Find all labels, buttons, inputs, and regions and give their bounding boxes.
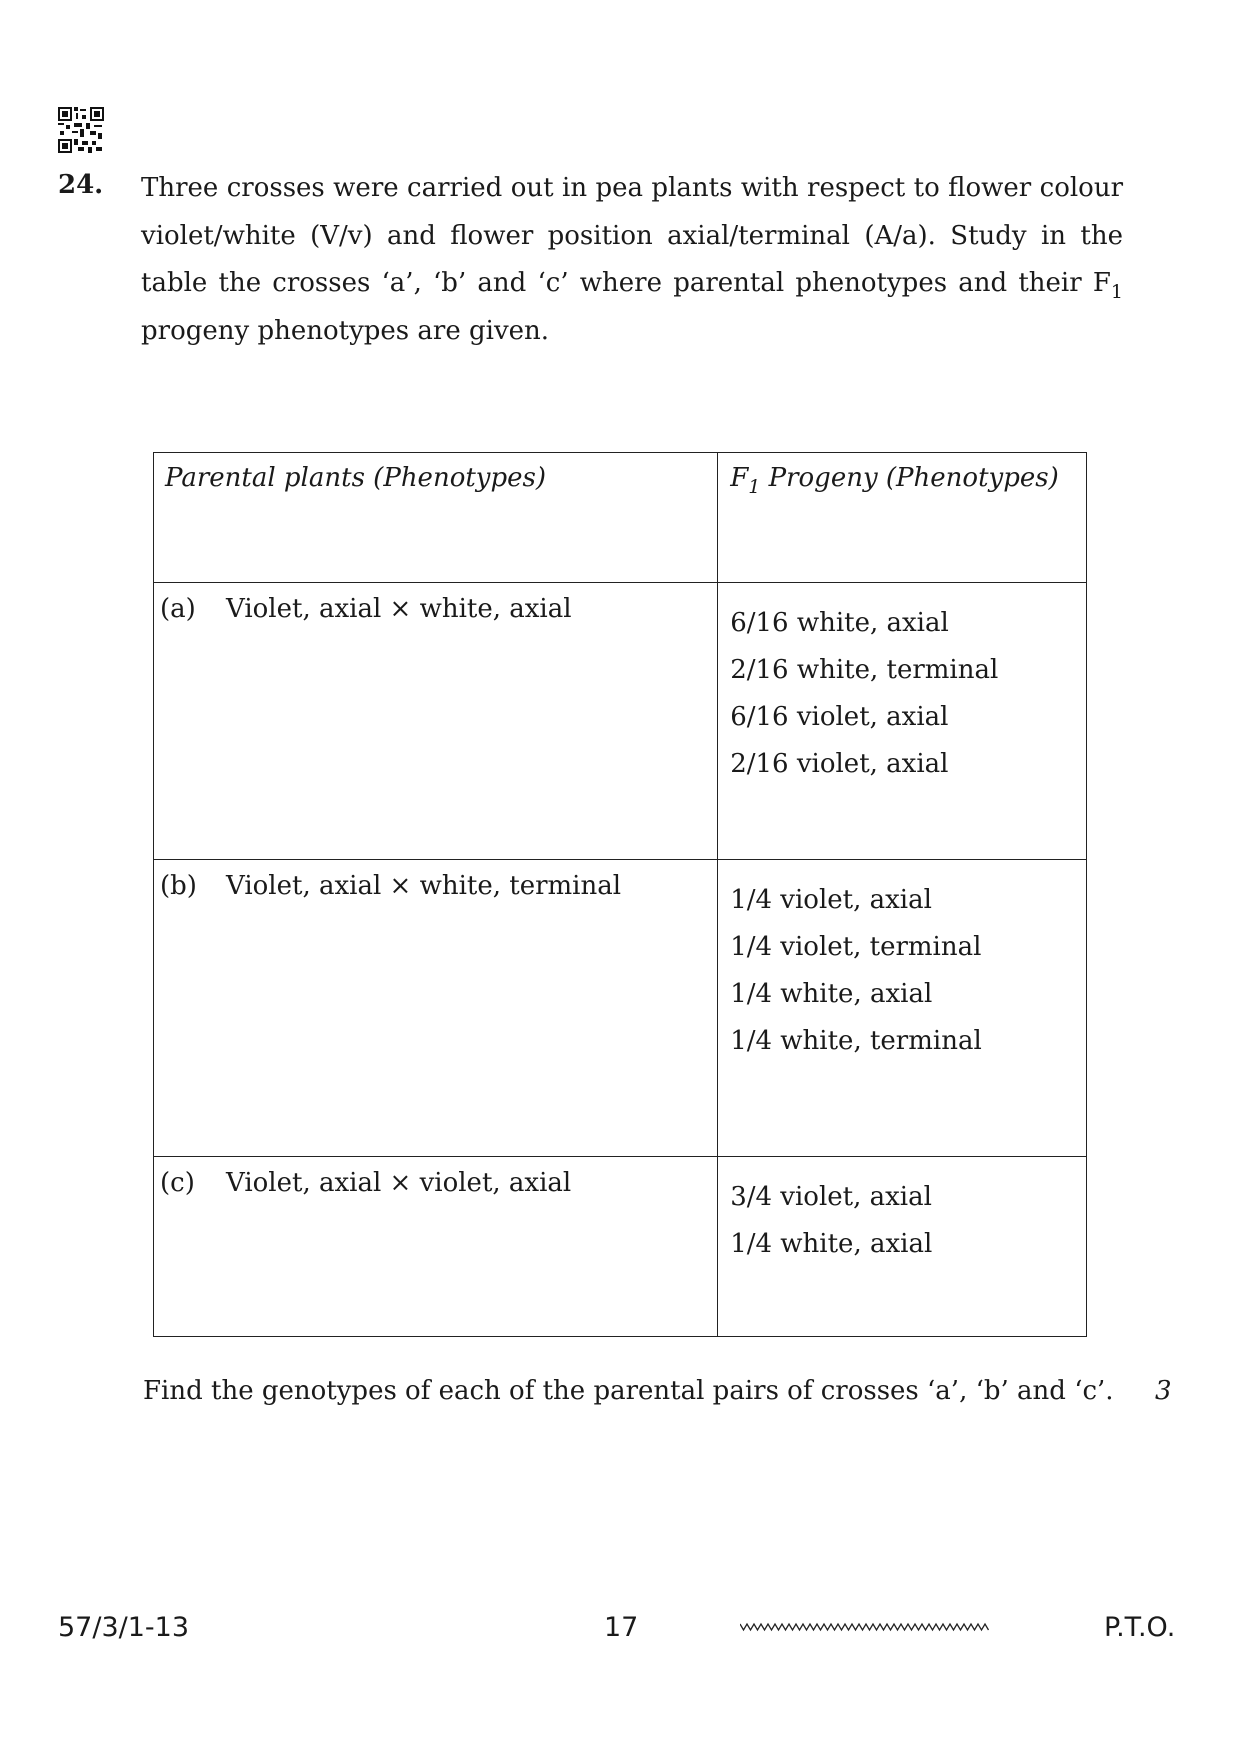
marks-value: 3 — [1155, 1376, 1172, 1406]
cross-c — [154, 1157, 717, 1198]
cross-parents: Violet, axial × white, terminal — [226, 871, 622, 901]
header-progeny-f: F — [730, 463, 749, 493]
footer-pto: P.T.O. — [1104, 1612, 1176, 1643]
cross-label: (b) — [160, 871, 197, 901]
header-parental: Parental plants (Phenotypes) — [165, 463, 546, 493]
footer-page-number: 17 — [604, 1612, 639, 1643]
header-progeny-rest: Progeny (Phenotypes) — [760, 463, 1059, 493]
qr-code — [58, 107, 104, 153]
progeny-item: 2/16 violet, axial — [730, 749, 949, 779]
cross-a — [154, 583, 717, 624]
table-row-c — [154, 1157, 1087, 1337]
question-number: 24. — [58, 170, 104, 200]
progeny-item: 1/4 white, axial — [730, 979, 933, 1009]
progeny-c — [718, 1157, 1086, 1268]
footer-paper-code: 57/3/1-13 — [58, 1612, 190, 1643]
header-progeny-sub: 1 — [748, 476, 761, 498]
cross-parents: Violet, axial × white, axial — [226, 594, 572, 624]
progeny-item: 1/4 white, terminal — [730, 1026, 982, 1056]
question-line-3-text: table the crosses ‘a’, ‘b’ and ‘c’ where parental phenotypes and their F — [141, 268, 1111, 298]
progeny-item: 6/16 violet, axial — [730, 702, 949, 732]
question-text — [141, 165, 1123, 355]
question-line-3 — [141, 260, 1123, 308]
cross-parents: Violet, axial × violet, axial — [226, 1168, 572, 1198]
progeny-item: 6/16 white, axial — [730, 608, 949, 638]
cross-label: (c) — [160, 1168, 195, 1198]
progeny-b — [718, 860, 1086, 1065]
question-line-2: violet/white (V/v) and flower position axial/terminal (A/a). Study in the — [141, 220, 1123, 251]
question-line-4: progeny phenotypes are given. — [141, 315, 550, 346]
progeny-item: 1/4 white, axial — [730, 1229, 933, 1259]
progeny-a — [718, 583, 1086, 788]
cross-label: (a) — [160, 594, 196, 624]
progeny-item: 2/16 white, terminal — [730, 655, 999, 685]
phenotype-table — [153, 452, 1087, 1337]
wavy-line-decoration — [740, 1620, 990, 1634]
header-progeny — [718, 453, 1086, 582]
table-row-b — [154, 860, 1087, 1157]
progeny-item: 3/4 violet, axial — [730, 1182, 932, 1212]
table-header-row — [154, 453, 1087, 583]
instruction-text: Find the genotypes of each of the parental pairs of crosses ‘a’, ‘b’ and ‘c’. — [143, 1376, 1114, 1406]
question-line-1: Three crosses were carried out in pea plants with respect to flower colour — [141, 173, 1123, 203]
cross-b — [154, 860, 717, 901]
table-row-a — [154, 583, 1087, 860]
f1-subscript: 1 — [1110, 281, 1123, 303]
progeny-item: 1/4 violet, terminal — [730, 932, 982, 962]
progeny-item: 1/4 violet, axial — [730, 885, 932, 915]
